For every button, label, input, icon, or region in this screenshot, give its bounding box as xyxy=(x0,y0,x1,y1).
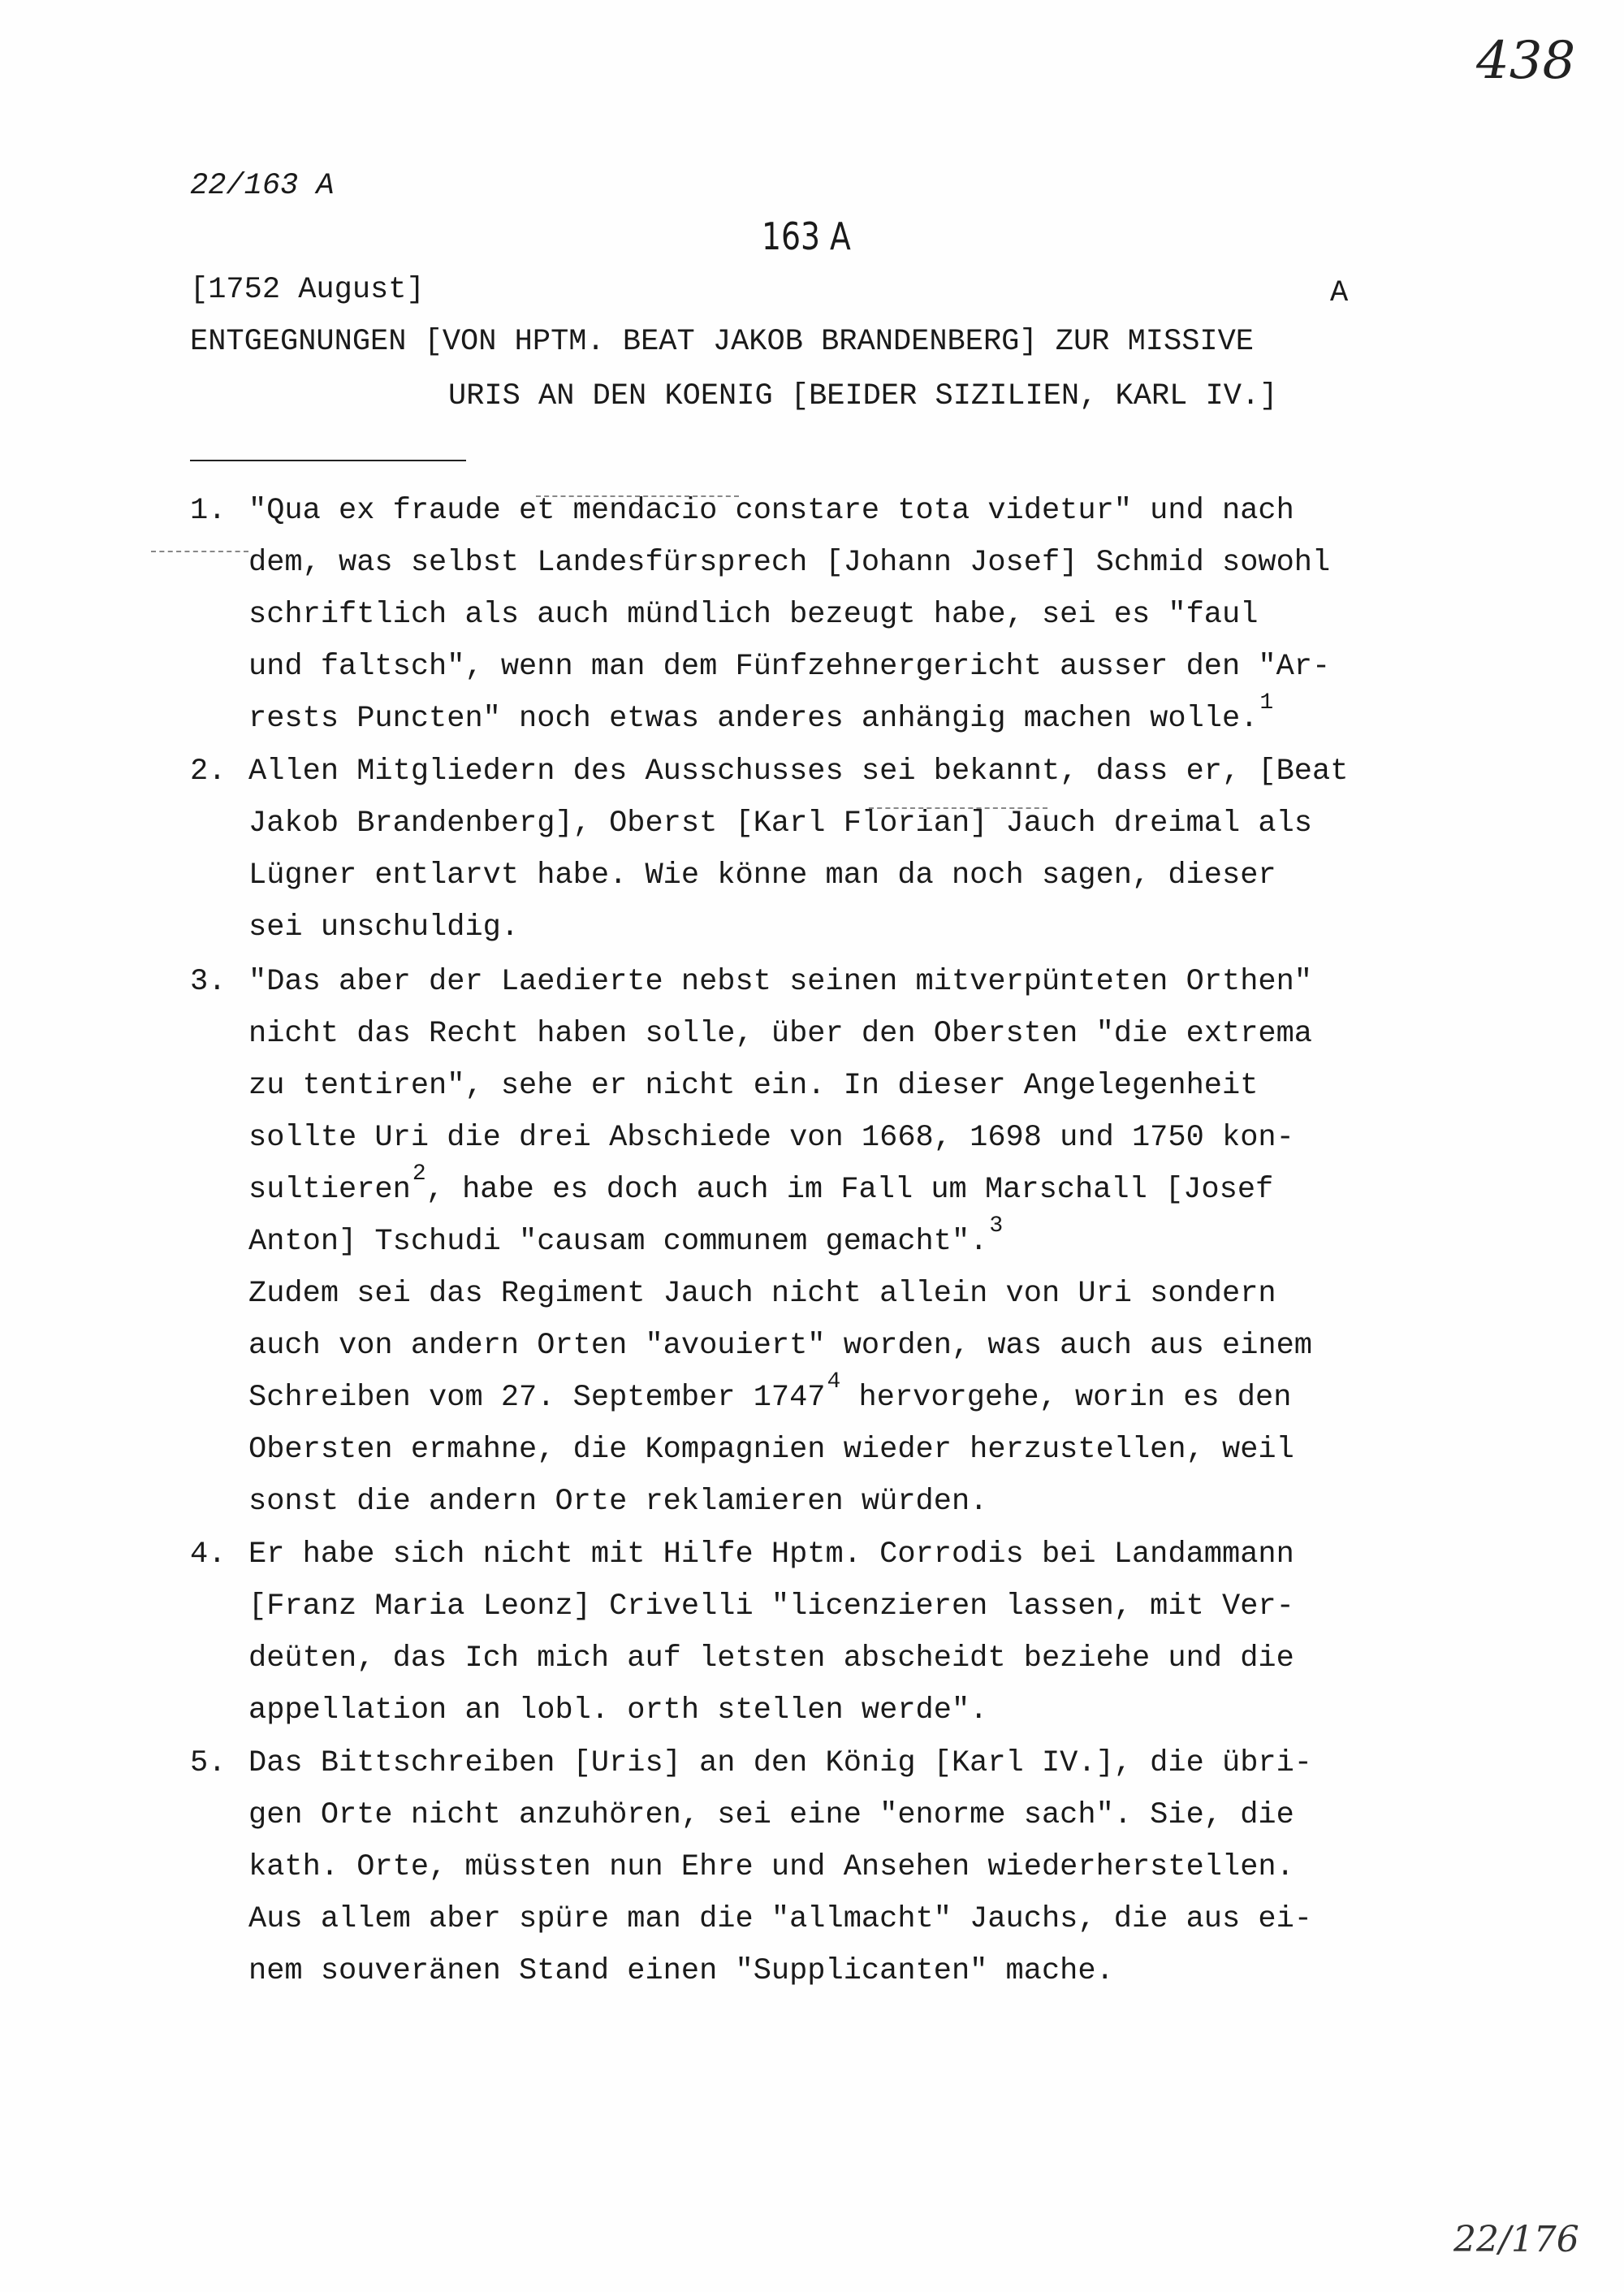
text-line: sei unschuldig. xyxy=(248,910,520,945)
text-line: Das Bittschreiben [Uris] an den König [Karl IV.], die übri- xyxy=(248,1746,1313,1780)
text-line: zu tentiren", sehe er nicht ein. In dieser Angelegenheit xyxy=(248,1069,1259,1103)
text-span: hervorgehe, worin es den xyxy=(840,1381,1292,1415)
text-span: Schreiben vom 27. September 1747 xyxy=(248,1381,826,1415)
text-span: rests Puncten" noch etwas anderes anhängig machen wolle. xyxy=(248,702,1259,736)
text-line: sollte Uri die drei Abschiede von 1668, 1698 und 1750 kon- xyxy=(248,1121,1294,1155)
text-line xyxy=(248,1213,1004,1259)
item-number: 3. xyxy=(190,965,227,999)
text-line: schriftlich als auch mündlich bezeugt habe, sei es "faul xyxy=(248,598,1259,632)
text-line xyxy=(248,1161,1274,1207)
text-line: auch von andern Orten "avouiert" worden, was auch aus einem xyxy=(248,1329,1313,1363)
text-line: Aus allem aber spüre man die "allmacht" Jauchs, die aus ei- xyxy=(248,1902,1313,1936)
reference-code: 22/163 A xyxy=(190,169,335,203)
text-line: kath. Orte, müssten nun Ehre und Ansehen wiederherstellen. xyxy=(248,1850,1294,1884)
corner-note: 22/176 xyxy=(1453,2219,1579,2260)
text-line: Allen Mitgliedern des Ausschusses sei bekannt, dass er, [Beat xyxy=(248,755,1349,789)
page-stamp: 438 xyxy=(1476,31,1576,91)
separator-rule xyxy=(190,460,466,461)
date-line: [1752 August] xyxy=(190,273,425,307)
text-line xyxy=(248,690,1274,736)
title-line-1: ENTGEGNUNGEN [VON HPTM. BEAT JAKOB BRANDENBERG] ZUR MISSIVE xyxy=(190,325,1255,359)
text-line: "Qua ex fraude et mendacio constare tota videtur" und nach xyxy=(248,494,1294,528)
text-line xyxy=(248,1369,1292,1415)
margin-mark xyxy=(151,551,248,552)
text-line: dem, was selbst Landesfürsprech [Johann Josef] Schmid sowohl xyxy=(248,546,1331,580)
text-line: "Das aber der Laedierte nebst seinen mitverpünteten Orthen" xyxy=(248,965,1313,999)
text-span: sultieren xyxy=(248,1173,411,1207)
text-span: Anton] Tschudi "causam communem gemacht". xyxy=(248,1225,988,1259)
text-line: Jakob Brandenberg], Oberst [Karl Florian] Jauch dreimal als xyxy=(248,807,1313,841)
item-number: 1. xyxy=(190,494,227,528)
text-span: , habe es doch auch im Fall um Marschall [Josef xyxy=(425,1173,1274,1207)
item-number: 2. xyxy=(190,755,227,789)
text-line: sonst die andern Orte reklamieren würden. xyxy=(248,1485,988,1519)
text-line: Lügner entlarvt habe. Wie könne man da noch sagen, dieser xyxy=(248,858,1276,893)
text-line: nicht das Recht haben solle, über den Obersten "die extrema xyxy=(248,1017,1313,1051)
footnote-mark: 1 xyxy=(1259,690,1274,716)
footnote-mark: 3 xyxy=(989,1213,1004,1239)
document-number: 163 A xyxy=(762,214,851,258)
text-line: deüten, das Ich mich auf letsten abscheidt beziehe und die xyxy=(248,1641,1294,1676)
text-line: Obersten ermahne, die Kompagnien wieder herzustellen, weil xyxy=(248,1433,1294,1467)
text-line: Zudem sei das Regiment Jauch nicht allein von Uri sondern xyxy=(248,1277,1276,1311)
text-line: [Franz Maria Leonz] Crivelli "licenzieren lassen, mit Ver- xyxy=(248,1589,1294,1624)
title-line-2: URIS AN DEN KOENIG [BEIDER SIZILIEN, KARL IV.] xyxy=(448,379,1278,413)
side-letter: A xyxy=(1330,276,1349,310)
text-line: nem souveränen Stand einen "Supplicanten" mache. xyxy=(248,1954,1114,1988)
item-number: 4. xyxy=(190,1537,227,1572)
text-line: Er habe sich nicht mit Hilfe Hptm. Corrodis bei Landammann xyxy=(248,1537,1294,1572)
footnote-mark: 2 xyxy=(412,1161,426,1187)
item-number: 5. xyxy=(190,1746,227,1780)
text-line: und faltsch", wenn man dem Fünfzehnergericht ausser den "Ar- xyxy=(248,650,1331,684)
text-line: gen Orte nicht anzuhören, sei eine "enorme sach". Sie, die xyxy=(248,1798,1294,1832)
text-line: appellation an lobl. orth stellen werde". xyxy=(248,1693,988,1728)
footnote-mark: 4 xyxy=(827,1369,841,1395)
